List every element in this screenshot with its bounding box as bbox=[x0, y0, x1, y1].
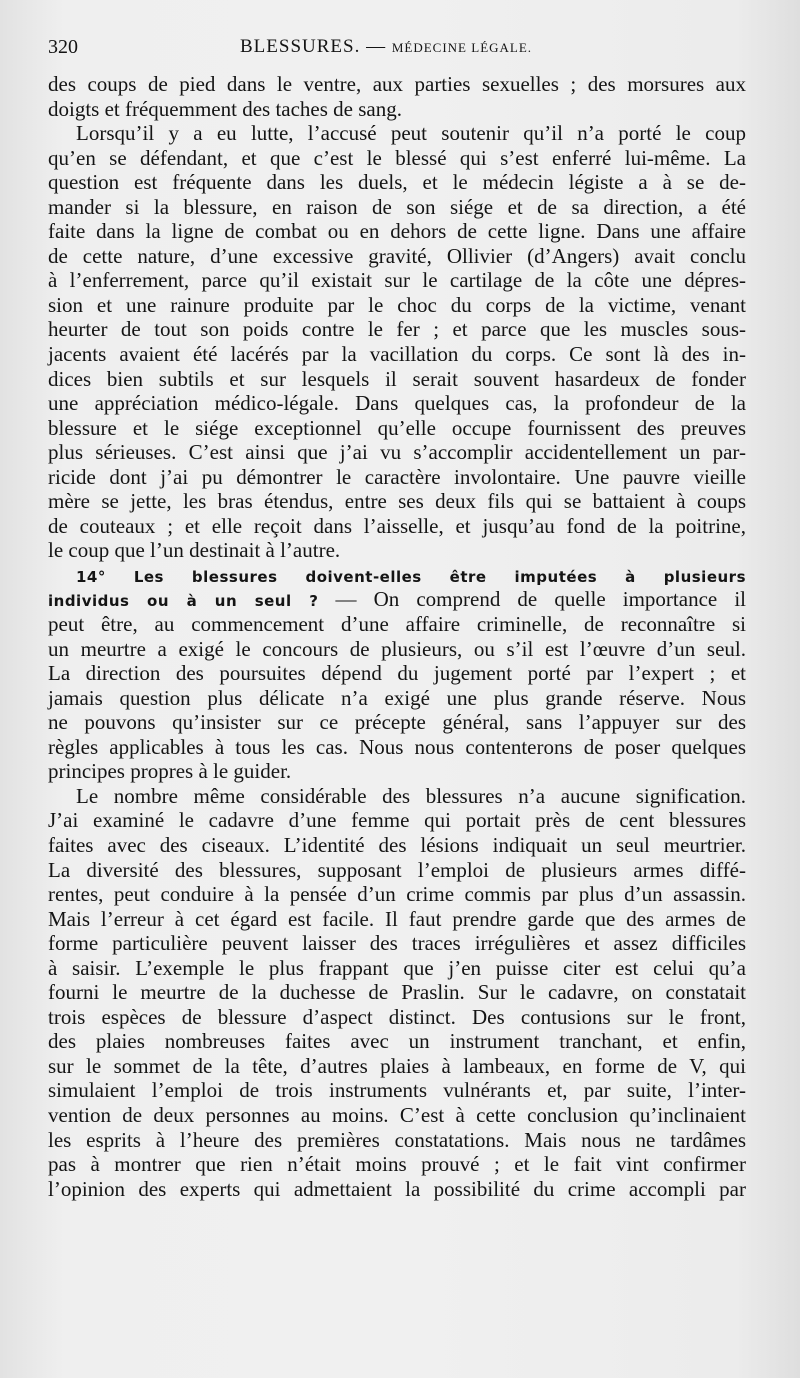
text-line: Le nombre même considérable des blessures n’a aucune signification. bbox=[76, 783, 746, 808]
text-line: forme particulière peuvent laisser des traces irrégulières et assez difficiles bbox=[48, 931, 746, 956]
text-line: rentes, peut conduire à la pensée d’un crime commis par plus d’un assassin. bbox=[48, 882, 746, 907]
text-line: La direction des poursuites dépend du jugement porté par l’expert ; et bbox=[48, 661, 746, 686]
section-heading: 14° Les blessures doivent-elles être imputées à plusieurs bbox=[76, 567, 746, 586]
text-line: principes propres à le guider. bbox=[48, 759, 292, 784]
page-header bbox=[48, 36, 748, 66]
text-line: à l’enferrement, parce qu’il existait sur le cartilage de la côte une dépres- bbox=[48, 268, 746, 293]
text-line: doigts et fréquemment des taches de sang. bbox=[48, 96, 402, 121]
text-line: trois espèces de blessure d’aspect distinct. Des contusions sur le front, bbox=[48, 1004, 746, 1029]
text-line: La diversité des blessures, supposant l’emploi de plusieurs armes diffé- bbox=[48, 857, 746, 882]
line-text: — On comprend de quelle importance il bbox=[318, 587, 746, 612]
text-line: ne pouvons qu’insister sur ce précepte général, sans l’appuyer sur des bbox=[48, 710, 746, 735]
text-line: peut être, au commencement d’une affaire criminelle, de reconnaître si bbox=[48, 612, 746, 637]
text-line: jamais question plus délicate n’a exigé une plus grande réserve. Nous bbox=[48, 685, 746, 710]
text-line bbox=[48, 563, 746, 588]
text-line: heurter de tout son poids contre le fer ; et parce que les muscles sous- bbox=[48, 317, 746, 342]
text-line: simulaient l’emploi de trois instruments vulnérants et, par suite, l’inter- bbox=[48, 1078, 746, 1103]
text-line: à saisir. L’exemple le plus frappant que j’en puisse citer est celui qu’a bbox=[48, 955, 746, 980]
text-line: les esprits à l’heure des premières constatations. Mais nous ne tardâmes bbox=[48, 1127, 746, 1152]
text-line: de cette nature, d’une excessive gravité, Ollivier (d’Angers) avait conclu bbox=[48, 243, 746, 268]
text-line: un meurtre a exigé le concours de plusieurs, ou s’il est l’œuvre d’un seul. bbox=[48, 636, 746, 661]
text-line: J’ai examiné le cadavre d’une femme qui portait près de cent blessures bbox=[48, 808, 746, 833]
body-text bbox=[48, 72, 746, 1201]
text-line: faites avec des ciseaux. L’identité des lésions indiquait un seul meurtrier. bbox=[48, 832, 746, 857]
running-head-main: BLESSURES. — bbox=[240, 36, 387, 57]
text-line: règles applicables à tous les cas. Nous nous contenterons de poser quelques bbox=[48, 734, 746, 759]
text-line: sur le sommet de la tête, d’autres plaies à lambeaux, en forme de V, qui bbox=[48, 1053, 746, 1078]
text-line: faite dans la ligne de combat ou en dehors de cette ligne. Dans une affaire bbox=[48, 219, 746, 244]
text-line: Mais l’erreur à cet égard est facile. Il faut prendre garde que des armes de bbox=[48, 906, 746, 931]
text-line: jacents avaient été lacérés par la vacillation du corps. Ce sont là des in- bbox=[48, 342, 746, 367]
text-line: plus sérieuses. C’est ainsi que j’ai vu s’accomplir accidentellement un par- bbox=[48, 440, 746, 465]
running-head-sub: MÉDECINE LÉGALE. bbox=[391, 40, 533, 55]
text-line: pas à montrer que rien n’était moins prouvé ; et le fait vint confirmer bbox=[48, 1152, 746, 1177]
text-line: vention de deux personnes au moins. C’est à cette conclusion qu’inclinaient bbox=[48, 1102, 746, 1127]
text-line: le coup que l’un destinait à l’autre. bbox=[48, 538, 341, 563]
text-line: sion et une rainure produite par le choc du corps de la victime, venant bbox=[48, 292, 746, 317]
text-line: des plaies nombreuses faites avec un instrument tranchant, et enfin, bbox=[48, 1029, 746, 1054]
text-line: mère se jette, les bras étendus, entre ses deux fils qui se battaient à coups bbox=[48, 489, 746, 514]
running-head bbox=[240, 36, 532, 58]
text-line: Lorsqu’il y a eu lutte, l’accusé peut soutenir qu’il n’a porté le coup bbox=[76, 121, 746, 146]
text-line: blessure et le siége exceptionnel qu’elle occupe fournissent des preuves bbox=[48, 415, 746, 440]
text-line: dices bien subtils et sur lesquels il serait souvent hasardeux de fonder bbox=[48, 366, 746, 391]
text-line: une appréciation médico-légale. Dans quelques cas, la profondeur de la bbox=[48, 391, 746, 416]
text-line: qu’en se défendant, et que c’est le blessé qui s’est enferré lui-même. La bbox=[48, 145, 746, 170]
text-line: de couteaux ; et elle reçoit dans l’aisselle, et jusqu’au fond de la poitrine, bbox=[48, 513, 746, 538]
text-line: ricide dont j’ai pu démontrer le caractère involontaire. Une pauvre vieille bbox=[48, 464, 746, 489]
text-line: mander si la blessure, en raison de son siége et de sa direction, a été bbox=[48, 194, 746, 219]
text-line: fourni le meurtre de la duchesse de Praslin. Sur le cadavre, on constatait bbox=[48, 980, 746, 1005]
section-heading-end: individus ou à un seul ? bbox=[48, 592, 319, 611]
text-line: question est fréquente dans les duels, et le médecin légiste a à se de- bbox=[48, 170, 746, 195]
text-line: des coups de pied dans le ventre, aux parties sexuelles ; des morsures aux bbox=[48, 72, 746, 96]
page-number: 320 bbox=[48, 36, 78, 58]
text-line bbox=[48, 587, 746, 612]
text-line: l’opinion des experts qui admettaient la possibilité du crime accompli par bbox=[48, 1176, 746, 1201]
